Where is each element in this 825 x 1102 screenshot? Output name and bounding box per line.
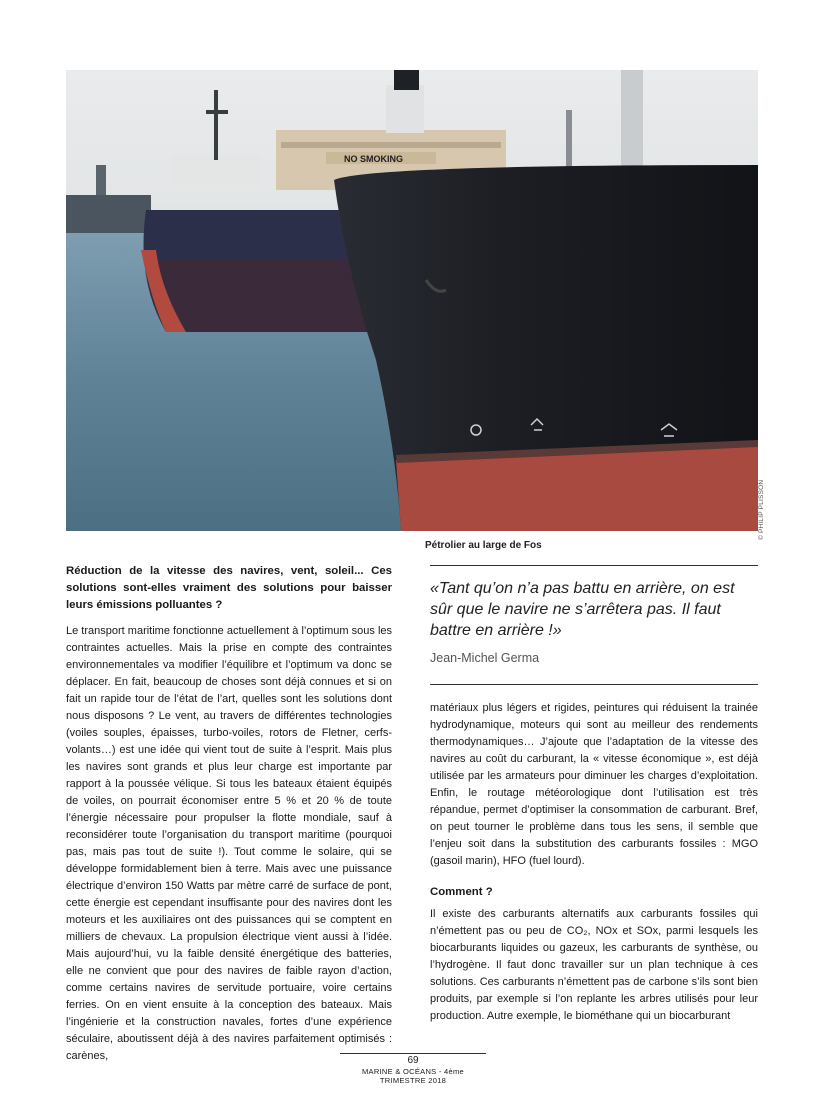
magazine-name: MARINE & OCÉANS - 4ème TRIMESTRE 2018 [361, 1067, 465, 1085]
page-footer [340, 1053, 486, 1085]
continuation-body-2: Il existe des carburants alternatifs aux carburants fossiles qui n’émettent pas ou peu de CO₂, NOx et SOx, parmi lesquels les biocarburants liquides ou gazeux, les carburants de synthèse, ou l’hydrogène. Il faut donc travailler sur un plan technique à ces solutions. Ces carburants n’émettent pas de carbone s’ils sont bien produits, par exemple si l’on replante les arbres utilisés pour leur production. Autre exemple, le biométhane qui un biocarburant [430, 908, 758, 1022]
pull-quote: «Tant qu’on n’a pas battu en arrière, on est sûr que le navire ne s’arrêtera pas. Il faut battre en arrière !» [430, 580, 735, 639]
photo-credit-text: © PHILIP PLISSON [758, 479, 765, 540]
right-column [430, 700, 758, 1025]
ship-photo [66, 70, 758, 531]
quote-top-rule [430, 565, 758, 566]
quote-bottom-rule [430, 684, 758, 685]
left-column [66, 563, 392, 1065]
no-smoking-sign: NO SMOKING [344, 154, 404, 164]
page-number: 69 [340, 1053, 486, 1067]
tanker-ships-photo-icon [66, 70, 758, 531]
section-heading: Comment ? [430, 886, 493, 898]
photo-caption: Pétrolier au large de Fos [425, 540, 542, 551]
intro-body: Le transport maritime fonctionne actuellement à l’optimum sous les contraintes actuelles. Mais la prise en compte des contraintes environnementales va modifier l’équilibre et l’optimum va donc se déplacer. En fait, beaucoup de choses sont déjà connues et si on fait un rapide tour de l’état de l’art, quelles sont les solutions dont nous disposons ? Le vent, au travers de différentes technologies (voiles souples, épaisses, turbo-voiles, rotors de Fletner, cerfs-volants…) est une idée qui vient tout de suite à l’esprit. Mais plus les navires sont grands et plus leur charge est importante par rapport à la poussée vélique. Si tous les bateaux étaient équipés de voiles, on pourrait économiser entre 5 % et 20 % de toute l’énergie nécessaire pour propulser la flotte mondiale, sauf à reconsidérer toute l’organisation du transport maritime (pourquoi pas, mais pas tout de suite !). Tout comme le solaire, qui se développe formidablement bien à terre. Mais avec une puissance électrique d’environ 150 Watts par mètre carré de surface de pont, cette énergie est cependant insuffisante pour des navires dont les moteurs et les auxiliaires ont des puissances qui se comptent en milliers de chevaux. La propulsion électrique vient aussi à l’idée. Mais aujourd’hui, vu la faible densité énergétique des batteries, elle ne convient que pour des navires de faible rayon d’action, comme certains navires de servitude portuaire, voire certains ferries. On en vient ensuite à la conception des bateaux. Mais l’ingénierie et la construction navales, fortes d’une expérience séculaire, aboutissent déjà à des navires parfaitement optimisés : carènes, [66, 625, 392, 1062]
intro-lead: Réduction de la vitesse des navires, vent, soleil... Ces solutions sont-elles vraiment des solutions pour baisser leurs émissions polluantes ? [66, 565, 392, 611]
continuation-body: matériaux plus légers et rigides, peintures qui réduisent la trainée hydrodynamique, moteurs qui sont au meilleur des rendements thermodynamiques… J’ajoute que l’adaptation de la vitesse des navires au coût du carburant, la « vitesse économique », est déjà utilisée par les armateurs pour diminuer les charges d’exploitation. Enfin, le routage météorologique dont l’utilisation est très répandue, permet d’optimiser la consommation de carburant. Bref, on peut tourner le problème dans tous les sens, il semble que l’enjeu soit dans la substitution des carburants fossiles : MGO (gasoil marin), HFO (fuel lourd). [430, 702, 758, 867]
quote-author: Jean-Michel Germa [430, 651, 540, 665]
photo-credit [758, 470, 772, 540]
